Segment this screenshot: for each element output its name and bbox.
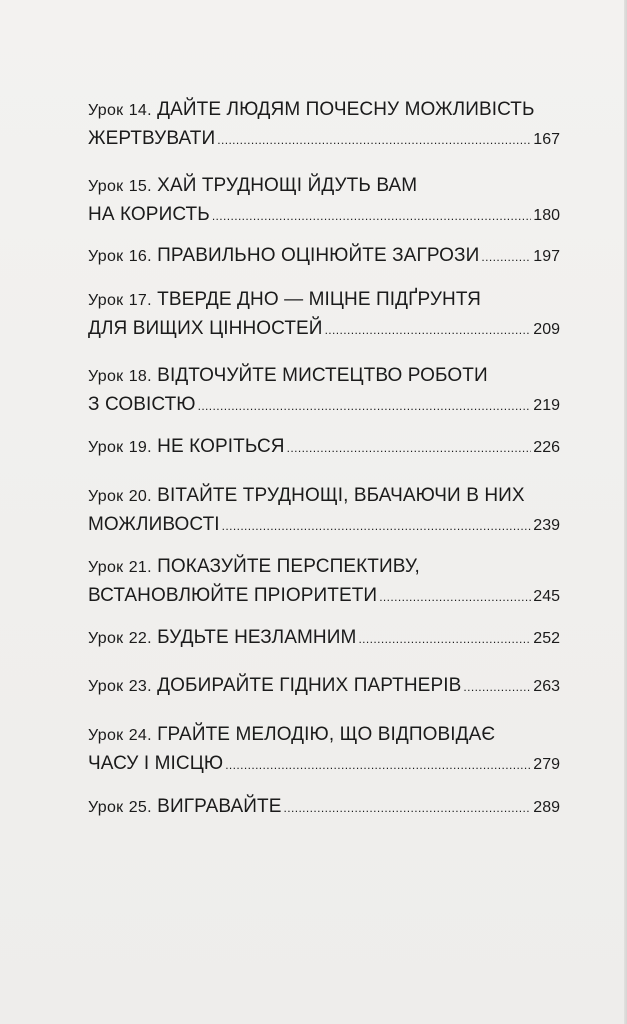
lesson-number: 22.: [128, 630, 152, 647]
toc-entry-heading: [88, 172, 560, 201]
toc-entry-leader-line: [88, 672, 560, 701]
page-number: 209: [533, 321, 560, 338]
lesson-word: Урок: [88, 102, 124, 119]
lesson-number: 18.: [128, 368, 152, 385]
lesson-word: Урок: [88, 799, 124, 816]
page-number: 279: [533, 756, 560, 773]
dot-leader: [463, 673, 531, 701]
lesson-word: Урок: [88, 727, 124, 744]
dot-leader: [222, 512, 532, 540]
lesson-title-line1: ВІТАЙТЕ ТРУДНОЩІ, ВБАЧАЮЧИ В НИХ: [157, 485, 525, 506]
lesson-number: 23.: [128, 678, 152, 695]
toc-entry-25: [88, 793, 560, 822]
lesson-title-line1: ДАЙТЕ ЛЮДЯМ ПОЧЕСНУ МОЖЛИВІСТЬ: [157, 99, 535, 120]
page-number: 252: [533, 630, 560, 647]
lesson-word: Урок: [88, 439, 124, 456]
lesson-number: 15.: [128, 178, 152, 195]
toc-entry-18: [88, 362, 560, 420]
toc-entry-heading: [88, 96, 560, 125]
dot-leader: [481, 243, 531, 271]
lesson-title-line2: ЖЕРТВУВАТИ: [88, 128, 216, 149]
lesson-title-line1: ГРАЙТЕ МЕЛОДІЮ, ЩО ВІДПОВІДАЄ: [157, 724, 496, 745]
dot-leader: [284, 794, 532, 822]
toc-entry-leader-line: [88, 793, 560, 822]
lesson-word: Урок: [88, 178, 124, 195]
dot-leader: [325, 316, 532, 344]
toc-entry-leader-line: [88, 624, 560, 653]
dot-leader: [225, 751, 531, 779]
lesson-title-line1: ТВЕРДЕ ДНО — МІЦНЕ ПІДҐРУНТЯ: [157, 289, 481, 310]
page-number: 245: [533, 588, 560, 605]
toc-entry-leader-line: [88, 125, 560, 154]
lesson-title-line2: ДЛЯ ВИЩИХ ЦІННОСТЕЙ: [88, 318, 323, 339]
lesson-title-line1: ХАЙ ТРУДНОЩІ ЙДУТЬ ВАМ: [157, 175, 418, 196]
lesson-title-line2: НА КОРИСТЬ: [88, 204, 210, 225]
lesson-number: 16.: [128, 248, 152, 265]
toc-entry-23: [88, 672, 560, 701]
lesson-number: 25.: [128, 799, 152, 816]
toc-entry-14: [88, 96, 560, 154]
lesson-word: Урок: [88, 488, 124, 505]
lesson-word: Урок: [88, 630, 124, 647]
dot-leader: [217, 126, 531, 154]
page-number: 197: [533, 248, 560, 265]
toc-entry-heading: [88, 553, 560, 582]
toc-entry-leader-line: [88, 201, 560, 230]
toc-entry-leader-line: [88, 750, 560, 779]
toc-entry-15: [88, 172, 560, 230]
lesson-word: Урок: [88, 678, 124, 695]
toc-entry-20: [88, 482, 560, 540]
toc-entry-19: [88, 433, 560, 462]
lesson-title-line2: З СОВІСТЮ: [88, 394, 196, 415]
lesson-word: Урок: [88, 292, 124, 309]
toc-entry-22: [88, 624, 560, 653]
lesson-number: 24.: [128, 727, 152, 744]
page-number: 219: [533, 397, 560, 414]
lesson-title-line1: ПОКАЗУЙТЕ ПЕРСПЕКТИВУ,: [157, 556, 420, 577]
page-number: 239: [533, 517, 560, 534]
lesson-number: 14.: [128, 102, 152, 119]
lesson-word: Урок: [88, 368, 124, 385]
toc-entry-leader-line: [88, 391, 560, 420]
lesson-title-line1: ДОБИРАЙТЕ ГІДНИХ ПАРТНЕРІВ: [157, 675, 462, 696]
toc-entry-heading: [88, 482, 560, 511]
lesson-title-line2: ВСТАНОВЛЮЙТЕ ПРІОРИТЕТИ: [88, 585, 378, 606]
page-number: 167: [533, 131, 560, 148]
lesson-title-line1: ВИГРАВАЙТЕ: [157, 796, 282, 817]
lesson-number: 17.: [128, 292, 152, 309]
toc-entry-leader-line: [88, 511, 560, 540]
dot-leader: [212, 202, 531, 230]
lesson-number: 19.: [128, 439, 152, 456]
lesson-number: 20.: [128, 488, 152, 505]
lesson-title-line1: НЕ КОРІТЬСЯ: [157, 436, 285, 457]
toc-entry-leader-line: [88, 433, 560, 462]
lesson-word: Урок: [88, 248, 124, 265]
toc-entry-leader-line: [88, 582, 560, 611]
lesson-title-line1: ВІДТОЧУЙТЕ МИСТЕЦТВО РОБОТИ: [157, 365, 488, 386]
page-number: 263: [533, 678, 560, 695]
dot-leader: [379, 583, 531, 611]
toc-entry-24: [88, 721, 560, 779]
toc-entry-leader-line: [88, 315, 560, 344]
lesson-title-line2: ЧАСУ І МІСЦЮ: [88, 753, 224, 774]
dot-leader: [198, 392, 532, 420]
lesson-word: Урок: [88, 559, 124, 576]
toc-entry-heading: [88, 286, 560, 315]
toc-entry-leader-line: [88, 242, 560, 271]
lesson-title-line1: БУДЬТЕ НЕЗЛАМНИМ: [157, 627, 357, 648]
page-number: 226: [533, 439, 560, 456]
toc-entry-21: [88, 553, 560, 611]
dot-leader: [358, 625, 531, 653]
toc-entry-heading: [88, 362, 560, 391]
toc-entry-heading: [88, 721, 560, 750]
page-number: 180: [533, 207, 560, 224]
page-number: 289: [533, 799, 560, 816]
lesson-title-line2: МОЖЛИВОСТІ: [88, 514, 220, 535]
lesson-title-line1: ПРАВИЛЬНО ОЦІНЮЙТЕ ЗАГРОЗИ: [157, 245, 480, 266]
toc-entry-16: [88, 242, 560, 271]
toc-entry-17: [88, 286, 560, 344]
dot-leader: [287, 434, 532, 462]
lesson-number: 21.: [128, 559, 152, 576]
